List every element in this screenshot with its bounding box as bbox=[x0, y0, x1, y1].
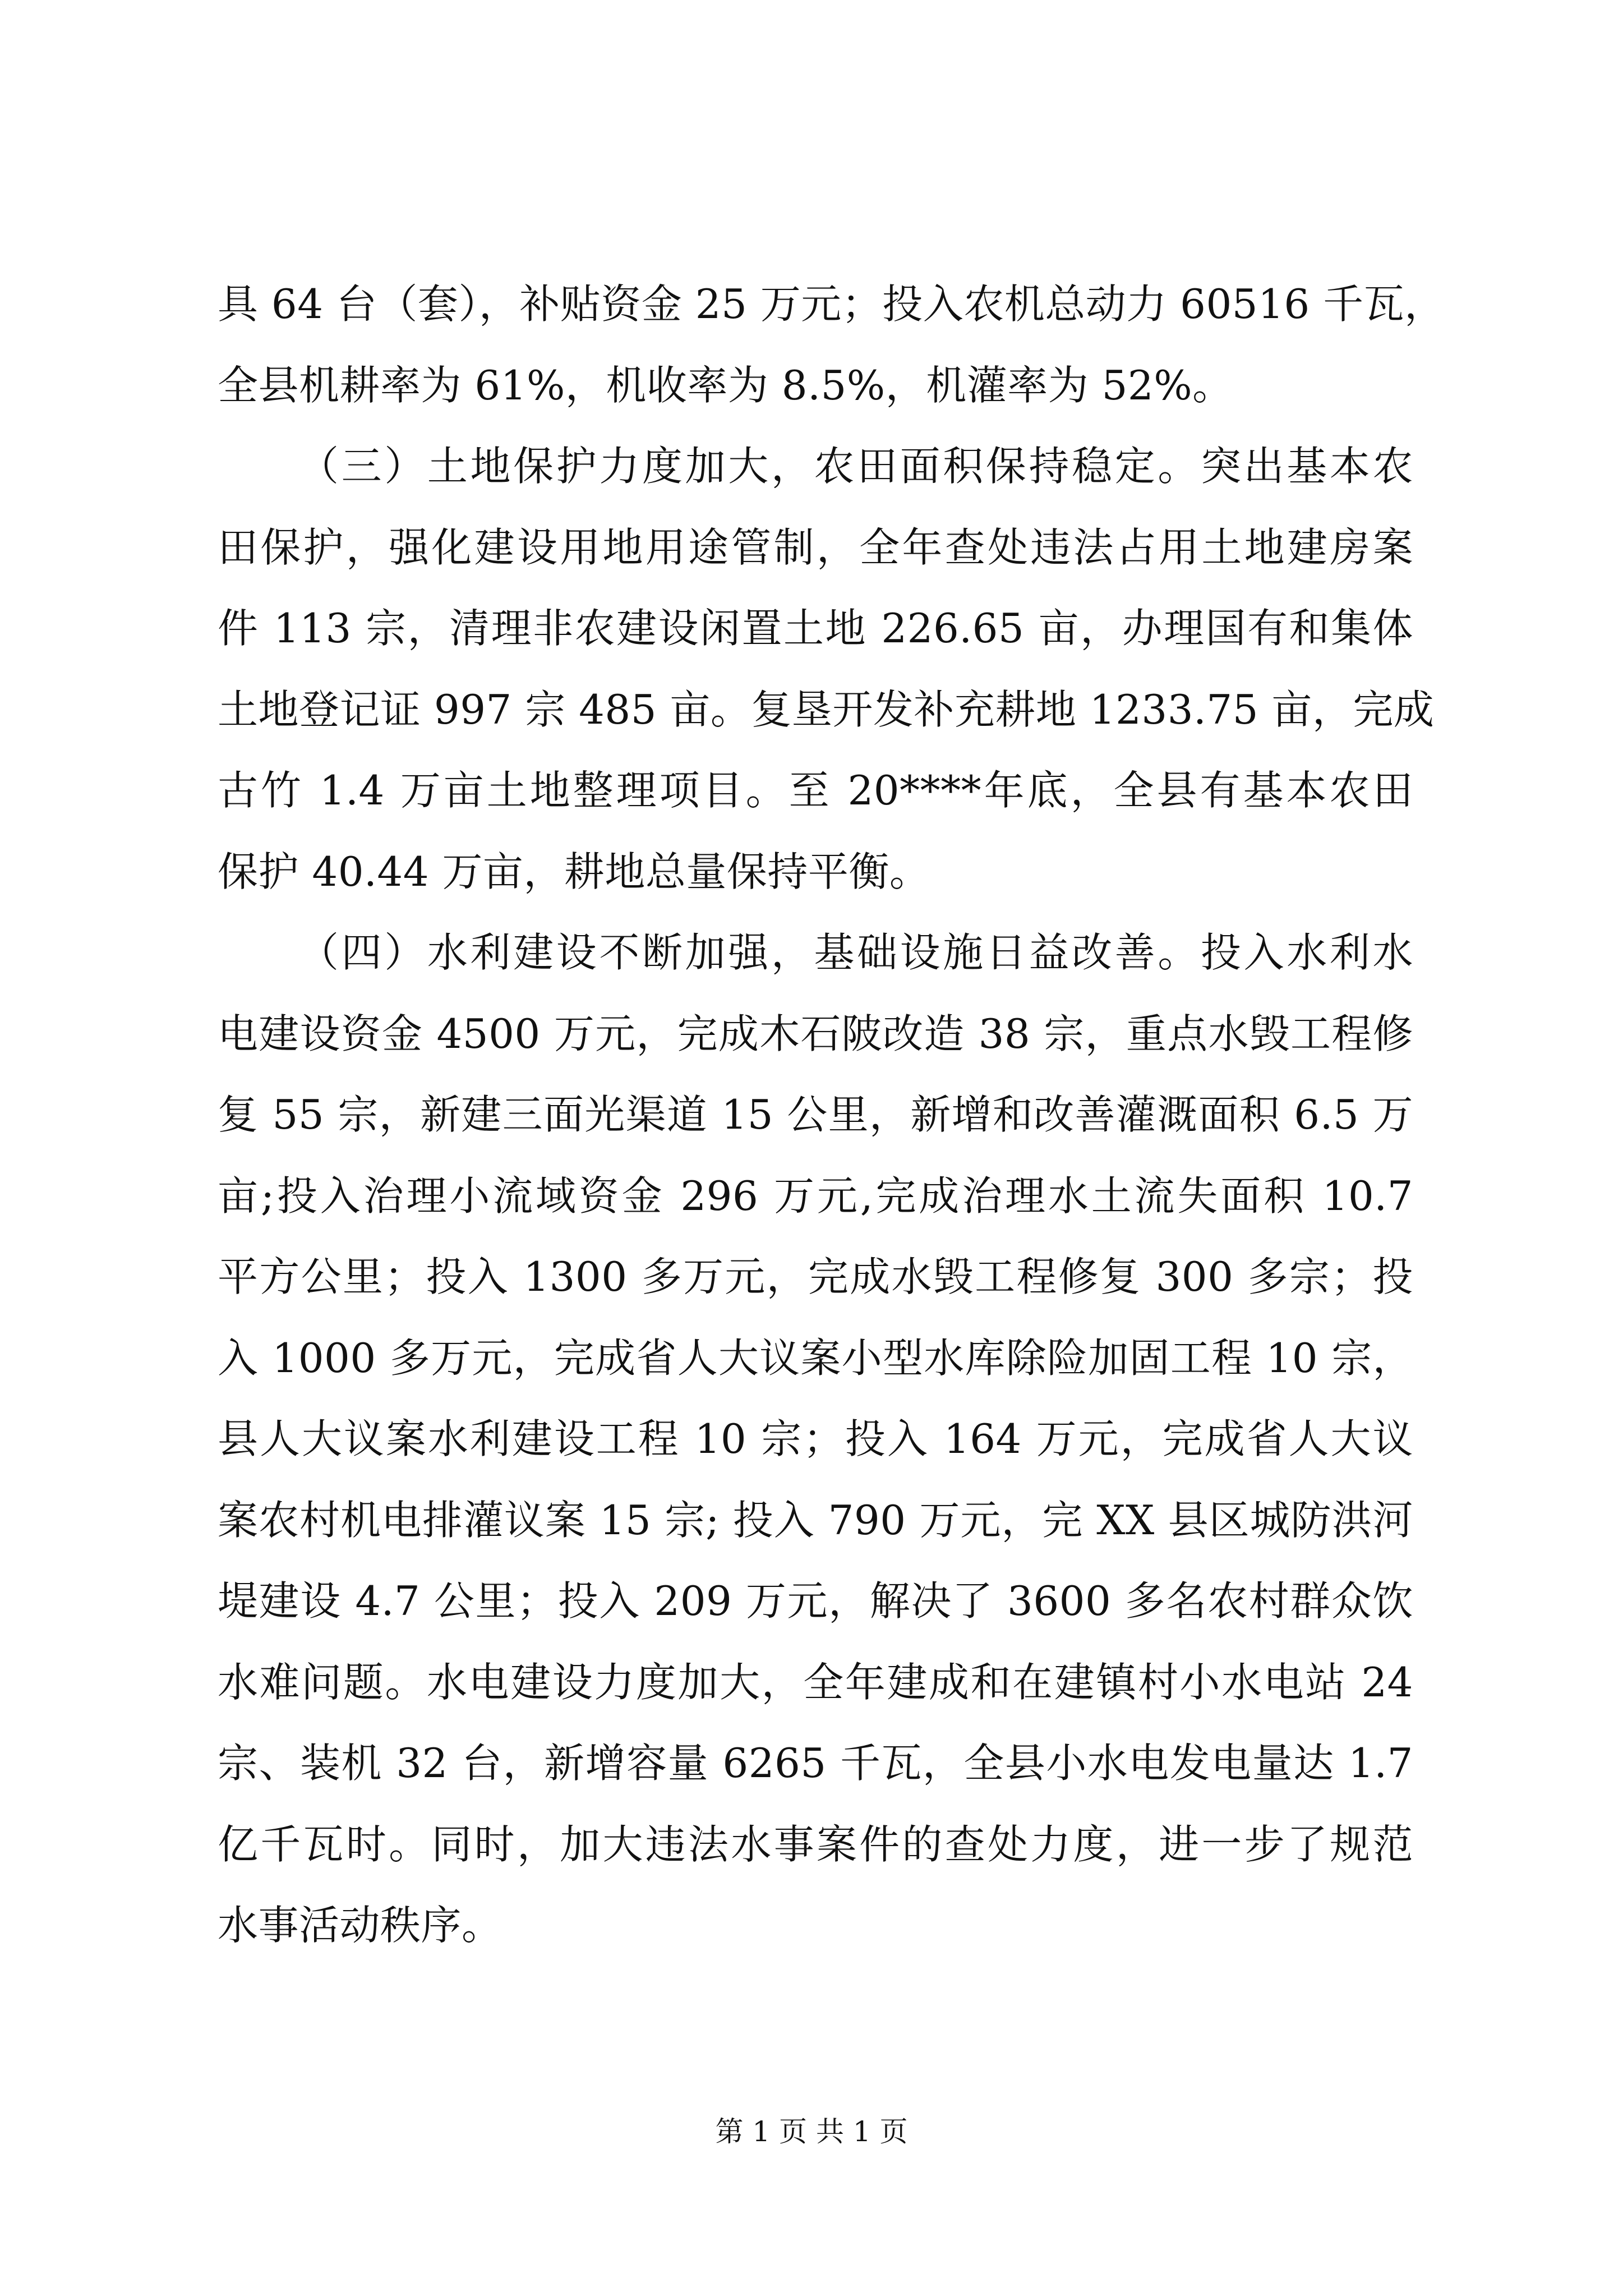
text-line: 入 1000 多万元，完成省人大议案小型水库除险加固工程 10 宗， bbox=[218, 1334, 1413, 1382]
text-line: 复 55 宗，新建三面光渠道 15 公里，新增和改善灌溉面积 6.5 万 bbox=[218, 1091, 1413, 1138]
text-line: （三）土地保护力度加大，农田面积保持稳定。突出基本农 bbox=[298, 443, 1413, 490]
page-number-footer: 第 1 页 共 1 页 bbox=[715, 2115, 908, 2148]
text-line: 县人大议案水利建设工程 10 宗；投入 164 万元，完成省人大议 bbox=[218, 1415, 1413, 1462]
text-line: 全县机耕率为 61%，机收率为 8.5%，机灌率为 52%。 bbox=[218, 361, 1233, 409]
paragraph bbox=[218, 912, 1413, 1966]
text-line: 亩;投入治理小流域资金 296 万元,完成治理水土流失面积 10.7 bbox=[218, 1172, 1413, 1220]
text-line: 具 64 台（套），补贴资金 25 万元；投入农机总动力 60516 千瓦， bbox=[218, 280, 1445, 328]
text-line: 水难问题。水电建设力度加大，全年建成和在建镇村小水电站 24 bbox=[218, 1658, 1413, 1706]
text-line: 田保护，强化建设用地用途管制，全年查处违法占用土地建房案 bbox=[218, 523, 1413, 571]
text-line: 古竹 1.4 万亩土地整理项目。至 20****年底，全县有基本农田 bbox=[218, 767, 1413, 814]
text-line: 亿千瓦时。同时，加大违法水事案件的查处力度，进一步了规范 bbox=[218, 1820, 1413, 1868]
paragraph bbox=[218, 426, 1435, 912]
text-line: （四）水利建设不断加强，基础设施日益改善。投入水利水 bbox=[298, 929, 1413, 976]
text-line: 件 113 宗，清理非农建设闲置土地 226.65 亩，办理国有和集体 bbox=[218, 605, 1413, 652]
text-line: 堤建设 4.7 公里；投入 209 万元，解决了 3600 多名农村群众饮 bbox=[218, 1577, 1413, 1625]
document-body bbox=[218, 264, 1445, 1966]
text-line: 平方公里；投入 1300 多万元，完成水毁工程修复 300 多宗；投 bbox=[218, 1253, 1413, 1300]
text-line: 宗、装机 32 台，新增容量 6265 千瓦，全县小水电发电量达 1.7 bbox=[218, 1740, 1413, 1787]
paragraph bbox=[218, 264, 1445, 426]
text-line: 土地登记证 997 宗 485 亩。复垦开发补充耕地 1233.75 亩，完成 bbox=[218, 685, 1435, 733]
text-line: 水事活动秩序。 bbox=[218, 1902, 502, 1949]
text-line: 电建设资金 4500 万元，完成木石陂改造 38 宗，重点水毁工程修 bbox=[218, 1010, 1413, 1057]
text-line: 案农村机电排灌议案 15 宗; 投入 790 万元，完 XX 县区城防洪河 bbox=[218, 1496, 1413, 1544]
text-line: 保护 40.44 万亩，耕地总量保持平衡。 bbox=[218, 848, 930, 895]
